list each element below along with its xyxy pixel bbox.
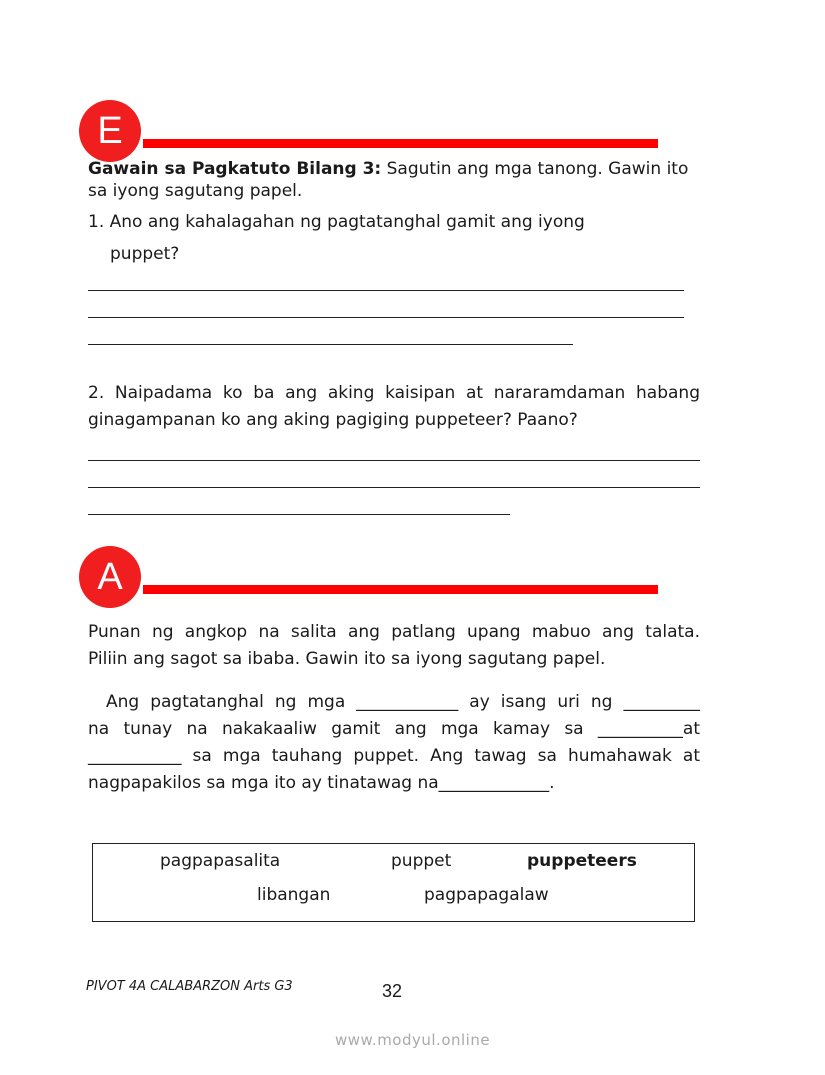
answer-line (88, 317, 684, 318)
word-choice: libangan (257, 885, 331, 905)
paragraph-line: na tunay na nakakaaliw gamit ang mga kamay sa __________at (88, 719, 700, 739)
section-a-instruction-2: Piliin ang sagot sa ibaba. Gawin ito sa iyong sagutang papel. (88, 649, 606, 669)
paragraph-line: nagpapakilos sa mga ito ay tinatawag na_____________. (88, 773, 555, 793)
word-choice: puppet (391, 851, 452, 871)
section-e-divider (143, 139, 658, 148)
paragraph-line: Ang pagtatanghal ng mga ____________ ay isang uri ng _________ (106, 692, 700, 712)
answer-line (88, 514, 510, 515)
answer-line (88, 460, 700, 461)
question-2-cont: ginagampanan ko ang aking pagiging puppeteer? Paano? (88, 410, 578, 430)
section-a-badge: A (79, 546, 141, 608)
section-a-instruction: Punan ng angkop na salita ang patlang upang mabuo ang talata. (88, 622, 700, 642)
question-2: 2. Naipadama ko ba ang aking kaisipan at nararamdaman habang (88, 383, 700, 403)
page-number: 32 (382, 981, 403, 1001)
word-choice: puppeteers (527, 851, 637, 871)
section-e-instruction-2: sa iyong sagutang papel. (88, 181, 303, 201)
instruction-label: Gawain sa Pagkatuto Bilang 3: (88, 159, 382, 179)
question-1: 1. Ano ang kahalagahan ng pagtatanghal gamit ang iyong (88, 212, 585, 232)
answer-line (88, 344, 573, 345)
instruction-text: Sagutin ang mga tanong. Gawin ito (381, 159, 689, 179)
word-bank-box (92, 843, 695, 922)
paragraph-line: ___________ sa mga tauhang puppet. Ang tawag sa humahawak at (88, 746, 700, 766)
answer-line (88, 290, 684, 291)
word-choice: pagpapasalita (160, 851, 281, 871)
answer-line (88, 487, 700, 488)
section-e-badge: E (79, 100, 141, 162)
section-a-divider (143, 585, 658, 594)
word-choice: pagpapagalaw (424, 885, 549, 905)
footer-source: PIVOT 4A CALABARZON Arts G3 (86, 979, 293, 994)
question-1-cont: puppet? (110, 244, 180, 264)
watermark: www.modyul.online (335, 1031, 491, 1049)
